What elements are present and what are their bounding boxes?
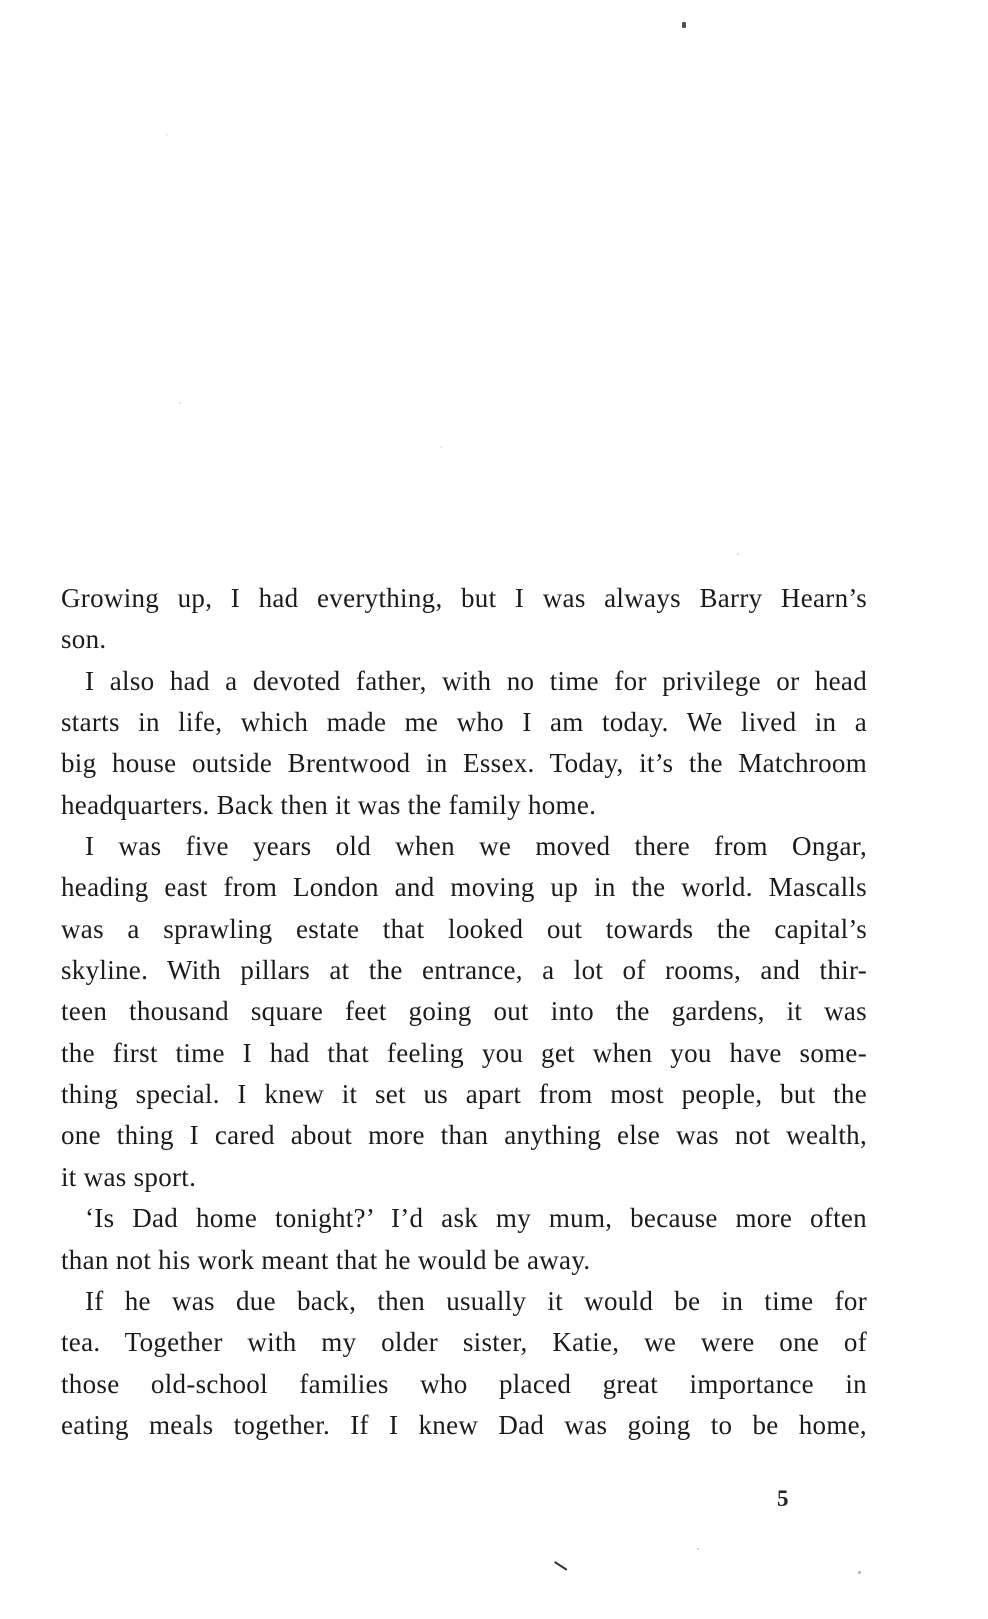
text-line: the first time I had that feeling you get when you have some- xyxy=(61,1037,867,1068)
page-number: 5 xyxy=(777,1486,789,1511)
text-line: headquarters. Back then it was the family home. xyxy=(61,789,597,820)
text-line: ‘Is Dad home tonight?’ I’d ask my mum, because more often xyxy=(85,1203,867,1234)
text-line: Growing up, I had everything, but I was always Barry Hearn’s xyxy=(61,583,867,613)
paragraph xyxy=(61,661,867,826)
text-line: son. xyxy=(61,624,107,655)
text-line: than not his work meant that he would be away. xyxy=(61,1244,591,1275)
body-text xyxy=(61,578,867,1446)
text-line: starts in life, which made me who I am today. We lived in a xyxy=(61,707,867,738)
text-line: heading east from London and moving up in the world. Mascalls xyxy=(61,872,867,903)
pen-mark xyxy=(554,1561,568,1571)
scan-speck xyxy=(179,402,181,404)
scan-speck xyxy=(166,134,168,136)
text-line: skyline. With pillars at the entrance, a lot of rooms, and thir- xyxy=(61,955,867,986)
paragraph xyxy=(61,826,867,1198)
text-line: was a sprawling estate that looked out towards the capital’s xyxy=(61,913,867,944)
text-line: thing special. I knew it set us apart from most people, but the xyxy=(61,1079,867,1110)
text-line: eating meals together. If I knew Dad was going to be home, xyxy=(61,1409,867,1440)
paragraph xyxy=(61,578,867,661)
scan-speck xyxy=(440,446,442,448)
text-line: big house outside Brentwood in Essex. Today, it’s the Matchroom xyxy=(61,748,867,779)
text-line: tea. Together with my older sister, Katie, we were one of xyxy=(61,1327,867,1358)
text-line: If he was due back, then usually it would be in time for xyxy=(85,1285,867,1316)
scan-speck xyxy=(737,553,739,555)
paragraph xyxy=(61,1198,867,1281)
scan-speck xyxy=(697,1548,699,1550)
scan-speck xyxy=(682,22,686,28)
paragraph xyxy=(61,1281,867,1446)
text-line: one thing I cared about more than anything else was not wealth, xyxy=(61,1120,867,1151)
text-line: teen thousand square feet going out into the gardens, it was xyxy=(61,996,867,1027)
scan-speck xyxy=(858,1571,861,1574)
text-line: it was sport. xyxy=(61,1161,197,1192)
text-line: those old-school families who placed great importance in xyxy=(61,1368,867,1399)
text-line: I was five years old when we moved there from Ongar, xyxy=(85,831,867,862)
text-line: I also had a devoted father, with no time for privilege or head xyxy=(85,665,867,696)
